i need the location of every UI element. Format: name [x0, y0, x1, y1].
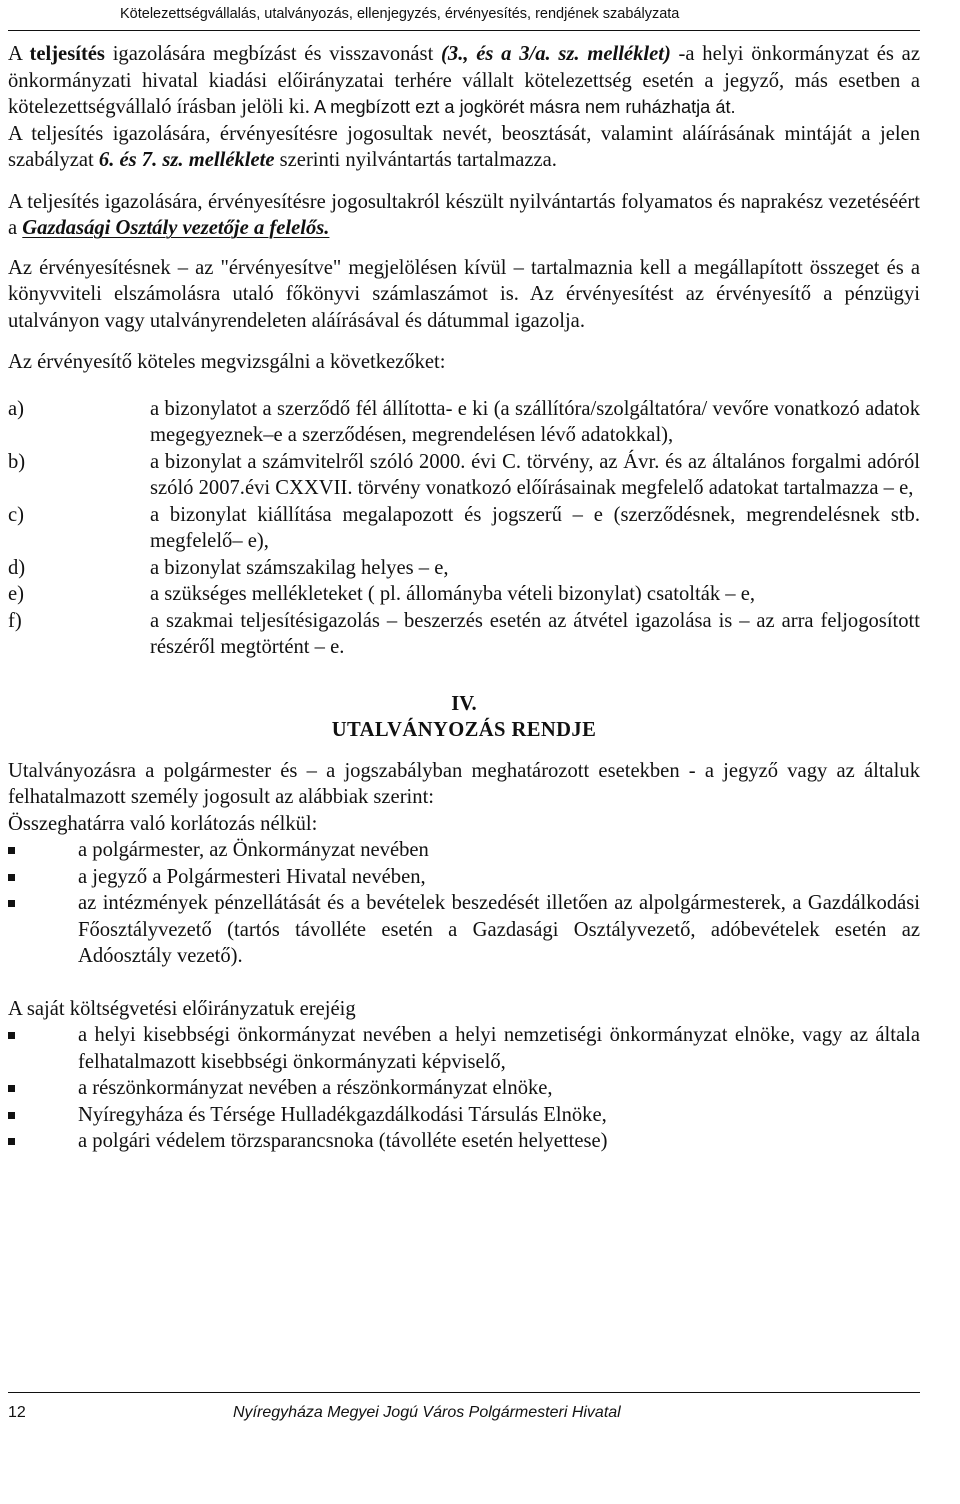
list-item	[8, 396, 920, 449]
paragraph-certification-mandate	[8, 41, 920, 121]
bullet-icon	[8, 837, 78, 864]
list-item-text: a polgári védelem törzsparancsnoka (távolléte esetén helyettese)	[78, 1130, 608, 1152]
list-item	[8, 502, 920, 555]
section-number: IV.	[451, 692, 477, 715]
list-item	[8, 1102, 920, 1129]
list-item-text: a jegyző a Polgármesteri Hivatal nevében,	[78, 865, 426, 888]
text-run-sans: A megbízott ezt a jogkörét másra nem ruházhatja át.	[309, 97, 736, 117]
page-number: 12	[8, 1404, 26, 1421]
list-item-text: a helyi kisebbségi önkormányzat nevében a helyi nemzetiségi önkormányzat elnöke, vagy az általa felhatalmazott kisebbségi önkormányzati képviselő,	[78, 1024, 920, 1073]
text-run: -a helyi önkormányzat és az önkormányzati hivatal kiadási előirányzatai terhére vállalt kötelezettség esetén a jegyző, más esetben a kötelezettségvállaló írásban jelöli ki.	[8, 43, 920, 118]
section-title: UTALVÁNYOZÁS RENDJE	[331, 718, 597, 741]
list-item-label: d)	[8, 556, 26, 579]
running-header: Kötelezettségvállalás, utalványozás, ellenjegyzés, érvényesítés, rendjének szabályzata	[120, 6, 680, 22]
text-run-bold: teljesítés	[29, 43, 105, 65]
list-item	[8, 837, 920, 864]
bullet-icon	[8, 1102, 78, 1129]
paragraph-register-responsibility	[8, 189, 920, 242]
budget-authorization-list	[8, 1022, 920, 1155]
validation-checklist	[8, 396, 920, 661]
footer-institution: Nyíregyháza Megyei Jogú Város Polgármesteri Hivatal	[233, 1404, 621, 1421]
list-item	[8, 608, 920, 661]
text-run: A teljesítés igazolására, érvényesítésre jogosultak nevét, beosztását, valamint aláírásának mintáját a jelen szabályzat	[8, 122, 920, 171]
list-item-text: az intézmények pénzellátását és a bevételek beszedését illetően az alpolgármesterek, a Gazdálkodási Főosztályvezető (tartós távolléte esetén a Gazdasági Osztályvezető, adóbevételek esetén az Adóosztály vezető).	[78, 892, 920, 967]
list-item-label: e)	[8, 583, 24, 605]
section-heading	[8, 691, 920, 743]
list-item	[8, 1075, 920, 1102]
list-item-text: a bizonylat számszakilag helyes – e,	[150, 556, 449, 579]
paragraph-unlimited: Összeghatárra való korlátozás nélkül:	[8, 812, 318, 835]
bullet-icon	[8, 864, 78, 891]
text-run: A	[8, 43, 30, 65]
list-item	[8, 581, 920, 608]
list-item-label: c)	[8, 503, 24, 526]
responsible-person: Gazdasági Osztály vezetője a felelős.	[22, 217, 330, 239]
list-item	[8, 555, 920, 582]
list-item-text: a bizonylatot a szerződő fél állította- e ki (a szállítóra/szolgáltatóra/ vevőre vonatkozó adatok megegyeznek–e a szerződésen, megrendelésen lévő adatokkal),	[150, 397, 920, 446]
paragraph-validator-duties: Az érvényesítő köteles megvizsgálni a következőket:	[8, 351, 446, 373]
list-item-text: Nyíregyháza és Térsége Hulladékgazdálkodási Társulás Elnöke,	[78, 1103, 607, 1126]
paragraph-authorization: Utalványozásra a polgármester és – a jogszabályban meghatározott esetekben - a jegyző vagy az általuk felhatalmazott személy jogosult az alábbiak szerint:	[8, 759, 920, 808]
text-run: igazolására megbízást és visszavonást	[104, 43, 442, 65]
list-item-label: b)	[8, 450, 26, 473]
paragraph-validation-content: Az érvényesítésnek – az "érvényesítve" megjelölésen kívül – tartalmaznia kell a megállapított összeget és a könyvviteli elszámolásra utaló főkönyvi számlaszámot is. Az érvényesítést az érvényesítő a pénzügyi utalványon vagy utalványrendeleten aláírásával és dátummal igazolja.	[8, 256, 920, 332]
footer-rule	[8, 1392, 920, 1393]
list-item-label: f)	[8, 609, 22, 632]
paragraph-register-content	[8, 121, 920, 174]
list-item	[8, 1022, 920, 1075]
list-item-text: a részönkormányzat nevében a részönkormányzat elnöke,	[78, 1077, 553, 1099]
list-item	[8, 864, 920, 891]
bullet-icon	[8, 1022, 78, 1075]
text-run: A teljesítés igazolására, érvényesítésre jogosultakról készült nyilvántartás folyamatos és naprakész vezetéséért a	[8, 190, 920, 239]
unlimited-authorization-list	[8, 837, 920, 970]
list-item-text: a polgármester, az Önkormányzat nevében	[78, 839, 429, 861]
annex-reference: (3., és a 3/a. sz. melléklet)	[441, 43, 671, 65]
annex-reference: 6. és 7. sz. melléklete	[98, 149, 275, 171]
bullet-icon	[8, 1128, 78, 1155]
list-item-text: a bizonylat kiállítása megalapozott és jogszerű – e (szerződésnek, megrendelésnek stb. megfelelő– e),	[150, 503, 920, 552]
list-item	[8, 449, 920, 502]
document-body	[8, 41, 920, 1155]
list-item-label: a)	[8, 397, 24, 420]
bullet-icon	[8, 1075, 78, 1102]
header-rule	[8, 30, 920, 31]
list-item-text: a bizonylat a számvitelről szóló 2000. évi C. törvény, az Ávr. és az általános forgalmi adóról szóló 2007.évi CXXVII. törvény vonatkozó előírásainak megfelelő adatokat tartalmazza – e,	[150, 450, 920, 499]
list-item-text: a szakmai teljesítésigazolás – beszerzés esetén az átvétel igazolása is – az arra feljogosított részéről megtörtént – e.	[150, 609, 920, 658]
list-item	[8, 1128, 920, 1155]
paragraph-budget-limit: A saját költségvetési előirányzatuk erejéig	[8, 997, 356, 1020]
list-item	[8, 890, 920, 970]
text-run: szerinti nyilvántartás tartalmazza.	[274, 149, 557, 171]
bullet-icon	[8, 890, 78, 970]
list-item-text: a szükséges mellékleteket ( pl. állományba vételi bizonylat) csatolták – e,	[150, 583, 756, 605]
